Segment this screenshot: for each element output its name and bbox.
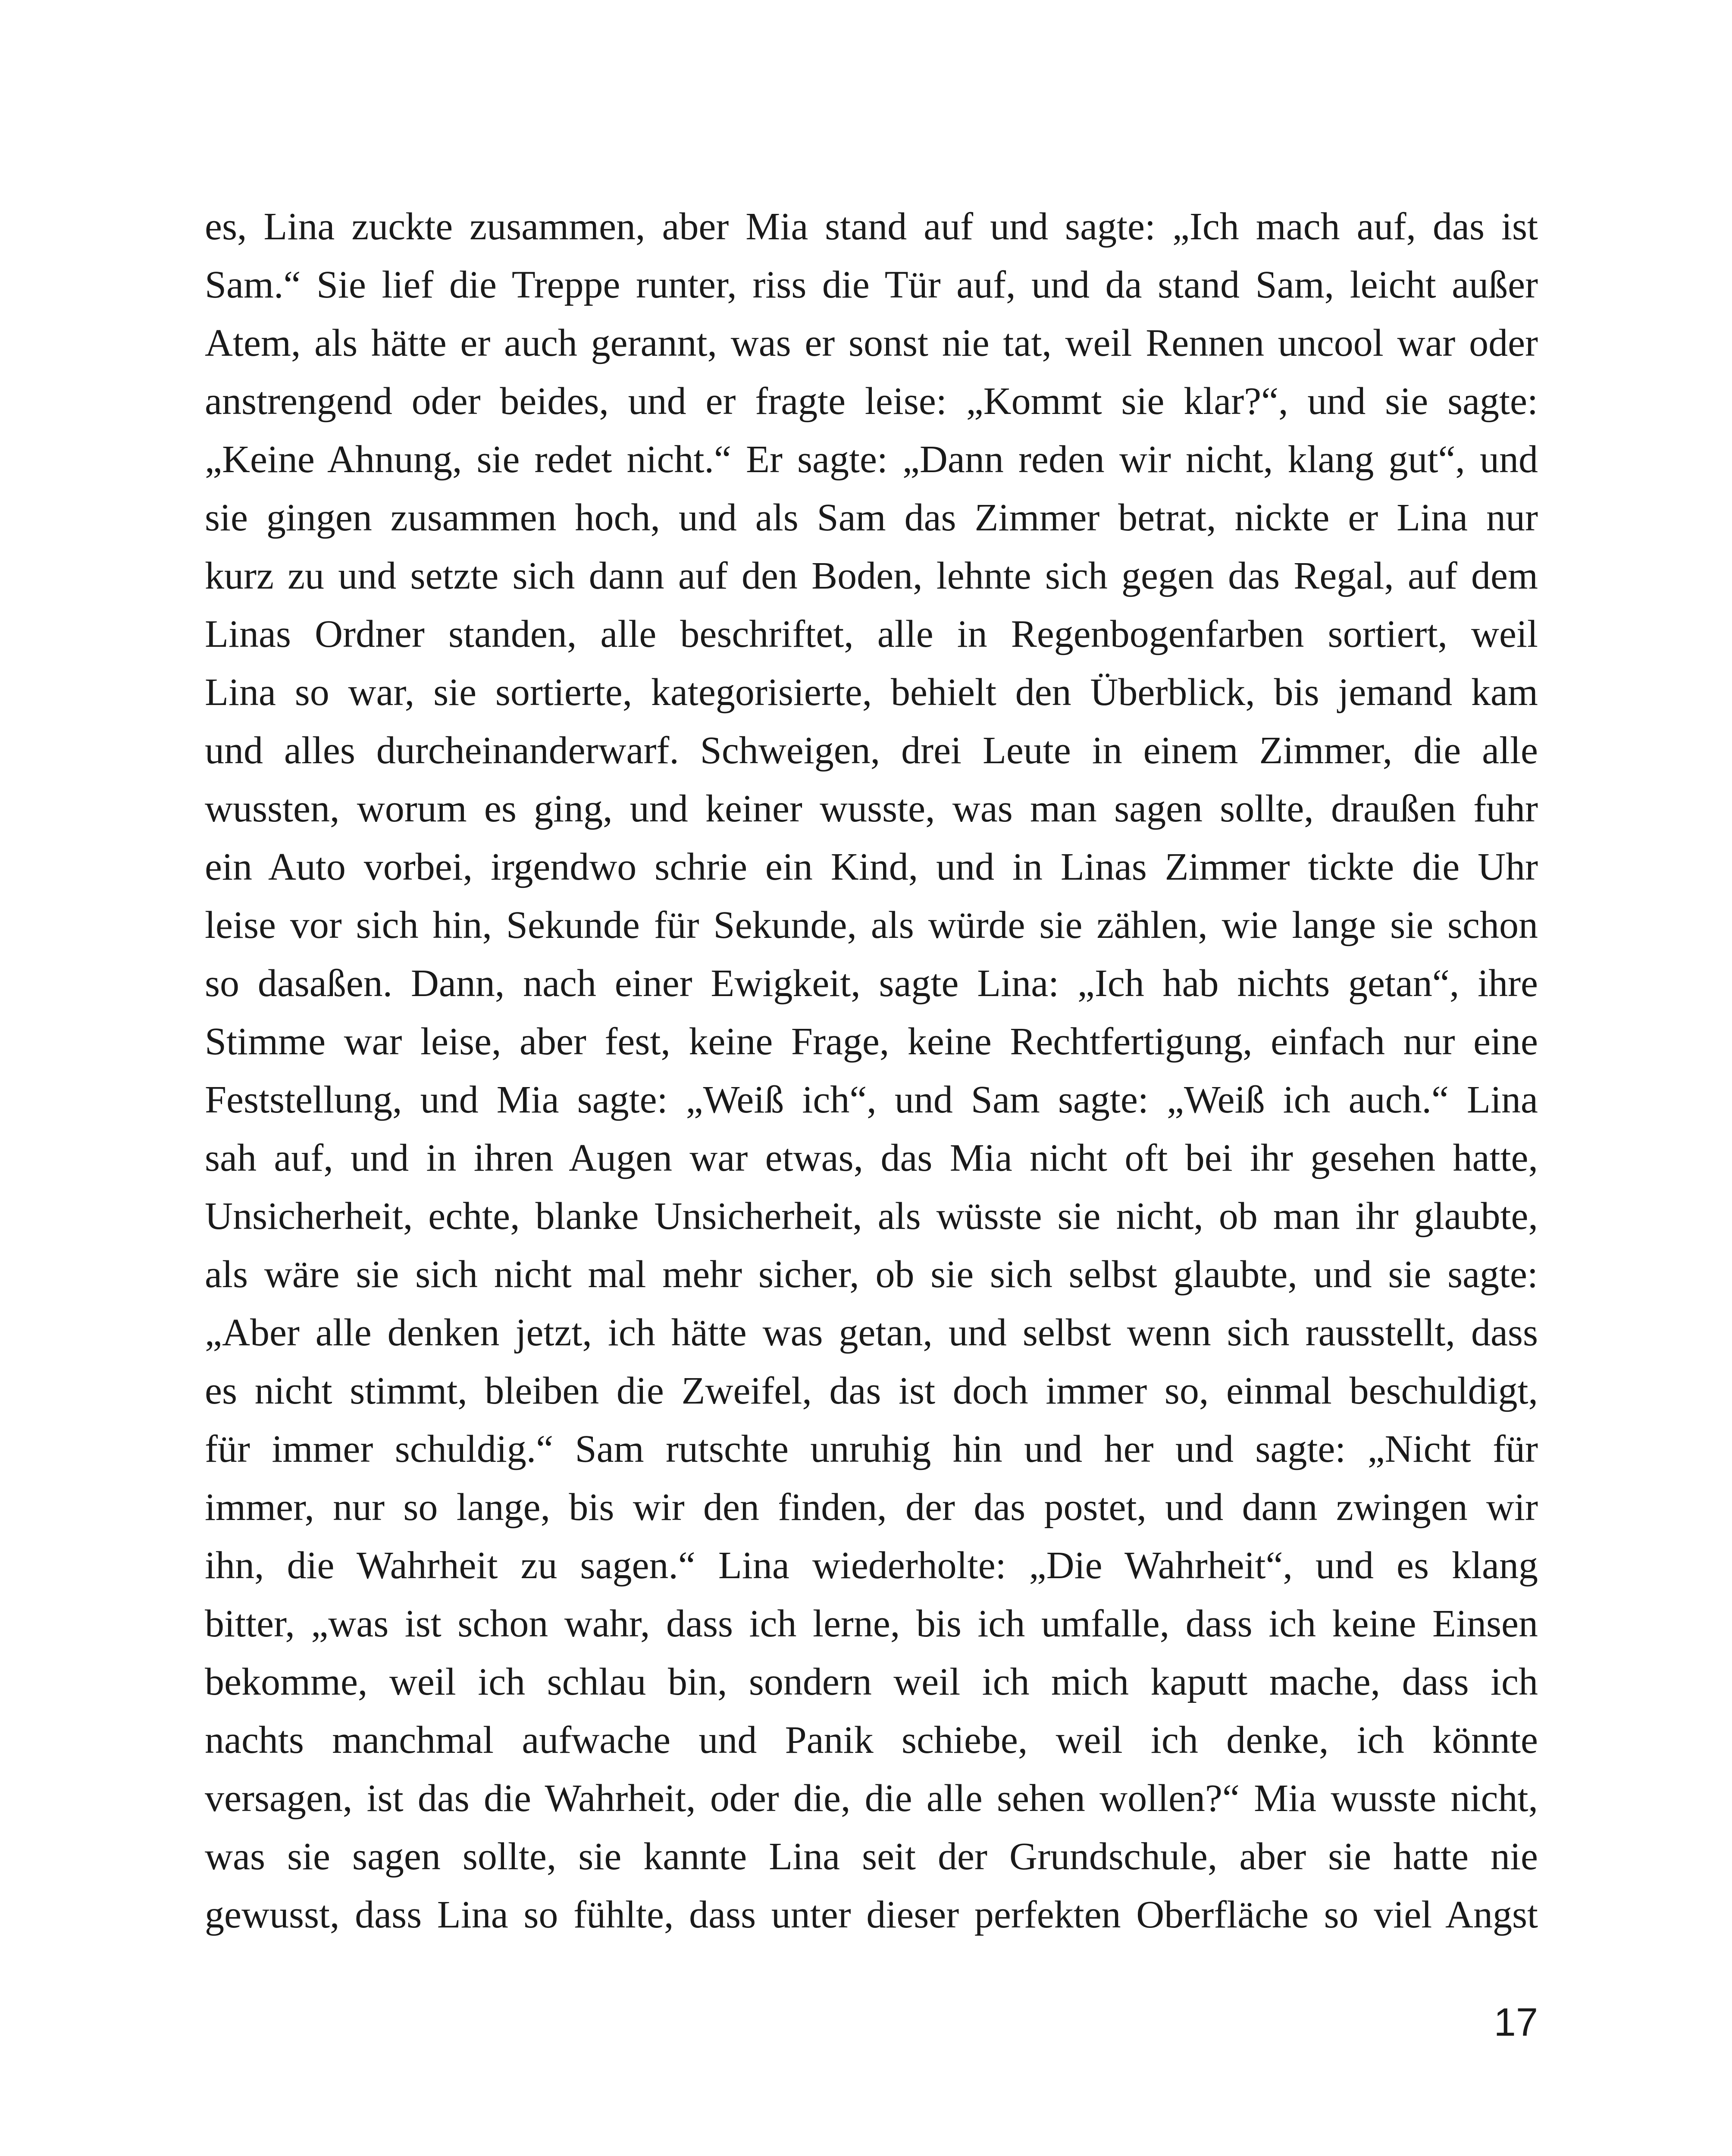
text-line: Feststellung, und Mia sagte: „Weiß ich“, und Sam sagte: „Weiß ich auch.“ Lina xyxy=(205,1078,1538,1121)
text-line: anstrengend oder beides, und er fragte leise: „Kommt sie klar?“, und sie sagte: xyxy=(205,380,1538,423)
text-line: es, Lina zuckte zusammen, aber Mia stand auf und sagte: „Ich mach auf, das ist xyxy=(205,205,1538,248)
text-line: es nicht stimmt, bleiben die Zweifel, das ist doch immer so, einmal beschuldigt, xyxy=(205,1369,1538,1412)
text-line: so dasaßen. Dann, nach einer Ewigkeit, sagte Lina: „Ich hab nichts getan“, ihre xyxy=(205,962,1538,1005)
text-line: versagen, ist das die Wahrheit, oder die, die alle sehen wollen?“ Mia wusste nicht, xyxy=(205,1777,1538,1820)
text-line: leise vor sich hin, Sekunde für Sekunde, als würde sie zählen, wie lange sie schon xyxy=(205,904,1538,946)
text-line: als wäre sie sich nicht mal mehr sicher, ob sie sich selbst glaubte, und sie sagte: xyxy=(205,1253,1538,1296)
text-line: sah auf, und in ihren Augen war etwas, das Mia nicht oft bei ihr gesehen hatte, xyxy=(205,1137,1538,1179)
text-line: Unsicherheit, echte, blanke Unsicherheit, als wüsste sie nicht, ob man ihr glaubte, xyxy=(205,1195,1538,1238)
text-line: „Keine Ahnung, sie redet nicht.“ Er sagte: „Dann reden wir nicht, klang gut“, und xyxy=(205,438,1538,481)
text-line: Sam.“ Sie lief die Treppe runter, riss die Tür auf, und da stand Sam, leicht außer xyxy=(205,263,1538,306)
text-line: kurz zu und setzte sich dann auf den Boden, lehnte sich gegen das Regal, auf dem xyxy=(205,555,1538,597)
text-line: Atem, als hätte er auch gerannt, was er sonst nie tat, weil Rennen uncool war oder xyxy=(205,322,1538,364)
page-number: 17 xyxy=(1494,2000,1538,2044)
text-line: ihn, die Wahrheit zu sagen.“ Lina wiederholte: „Die Wahrheit“, und es klang xyxy=(205,1544,1538,1587)
text-line: Stimme war leise, aber fest, keine Frage, keine Rechtfertigung, einfach nur eine xyxy=(205,1020,1538,1063)
text-line: „Aber alle denken jetzt, ich hätte was getan, und selbst wenn sich rausstellt, dass xyxy=(205,1311,1538,1354)
text-line: immer, nur so lange, bis wir den finden, der das postet, und dann zwingen wir xyxy=(205,1486,1538,1529)
text-line: ein Auto vorbei, irgendwo schrie ein Kind, und in Linas Zimmer tickte die Uhr xyxy=(205,846,1538,888)
text-line: sie gingen zusammen hoch, und als Sam das Zimmer betrat, nickte er Lina nur xyxy=(205,496,1538,539)
text-line: nachts manchmal aufwache und Panik schiebe, weil ich denke, ich könnte xyxy=(205,1719,1538,1761)
text-line: bitter, „was ist schon wahr, dass ich lerne, bis ich umfalle, dass ich keine Einsen xyxy=(205,1602,1538,1645)
body-text xyxy=(205,197,1538,1944)
text-line: wussten, worum es ging, und keiner wusste, was man sagen sollte, draußen fuhr xyxy=(205,787,1538,830)
text-line: bekomme, weil ich schlau bin, sondern weil ich mich kaputt mache, dass ich xyxy=(205,1661,1538,1703)
text-line: und alles durcheinanderwarf. Schweigen, drei Leute in einem Zimmer, die alle xyxy=(205,729,1538,772)
text-line: für immer schuldig.“ Sam rutschte unruhig hin und her und sagte: „Nicht für xyxy=(205,1428,1538,1470)
text-line: gewusst, dass Lina so fühlte, dass unter dieser perfekten Oberfläche so viel Angst xyxy=(205,1893,1538,1936)
text-line: Linas Ordner standen, alle beschriftet, alle in Regenbogenfarben sortiert, weil xyxy=(205,613,1538,655)
text-line: was sie sagen sollte, sie kannte Lina seit der Grundschule, aber sie hatte nie xyxy=(205,1835,1538,1878)
text-line: Lina so war, sie sortierte, kategorisierte, behielt den Überblick, bis jemand kam xyxy=(205,671,1538,714)
